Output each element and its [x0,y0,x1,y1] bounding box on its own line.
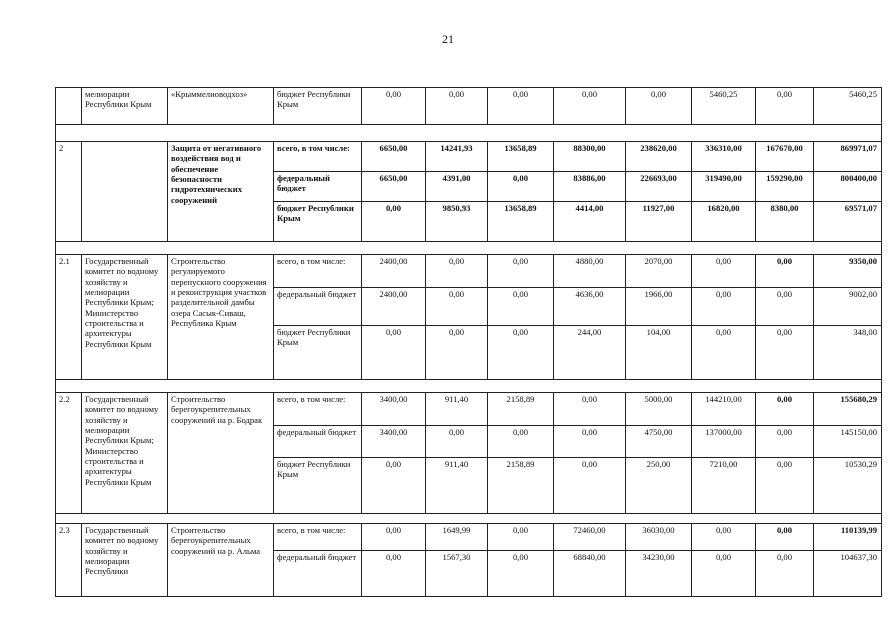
spacer-row [56,514,882,524]
value-cell: 250,00 [626,458,692,514]
value-cell: 36030,00 [626,524,692,551]
value-cell: 911,40 [426,458,488,514]
value-cell: 0,00 [756,326,814,380]
responsible-cell: Государственный комитет по водному хозяйству и мелиорации Республики Крым; Министерство строительства и архитектуры Республики Крым [82,393,168,514]
funding-source-cell: федеральный бюджет [274,551,362,597]
funding-source-cell: всего, в том числе: [274,393,362,426]
value-cell: 159290,00 [756,172,814,202]
value-cell: 0,00 [626,88,692,125]
value-cell: 0,00 [488,551,554,597]
funding-source-cell: федеральный бюджет [274,288,362,326]
task-cell: Строительство регулируемого перепускного сооружения и реконструкция участков разделительной дамбы озера Сасык-Сиваш, Республика Крым [168,255,274,380]
value-cell: 11927,00 [626,202,692,242]
total-cell: 348,00 [814,326,882,380]
task-cell: «Крыммелиоводхоз» [168,88,274,125]
value-cell: 0,00 [756,524,814,551]
value-cell: 4414,00 [554,202,626,242]
value-cell: 2400,00 [362,255,426,288]
value-cell: 13658,89 [488,202,554,242]
value-cell: 238620,00 [626,142,692,172]
total-cell: 869971,07 [814,142,882,172]
row-number: 2.3 [56,524,82,597]
funding-source-cell: всего, в том числе: [274,142,362,172]
total-cell: 104637,30 [814,551,882,597]
page-number: 21 [442,32,454,46]
table-row [56,142,882,172]
value-cell: 1567,30 [426,551,488,597]
value-cell: 2070,00 [626,255,692,288]
value-cell: 0,00 [756,255,814,288]
table-row [56,88,882,125]
funding-source-cell: бюджет Республики Крым [274,202,362,242]
value-cell: 0,00 [488,426,554,458]
value-cell: 88300,00 [554,142,626,172]
value-cell: 0,00 [426,326,488,380]
value-cell: 0,00 [488,326,554,380]
value-cell: 0,00 [692,551,756,597]
value-cell: 9850,93 [426,202,488,242]
value-cell: 0,00 [362,524,426,551]
value-cell: 0,00 [362,326,426,380]
table-row [56,524,882,551]
value-cell: 3400,00 [362,393,426,426]
spacer-row [56,380,882,393]
value-cell: 3400,00 [362,426,426,458]
value-cell: 0,00 [362,458,426,514]
spacer-row [56,125,882,142]
value-cell: 4750,00 [626,426,692,458]
value-cell: 0,00 [554,426,626,458]
value-cell: 0,00 [426,255,488,288]
row-number: 2.1 [56,255,82,380]
responsible-cell: Государственный комитет по водному хозяйству и мелиорации Республики [82,524,168,597]
total-cell: 155680,29 [814,393,882,426]
total-cell: 800400,00 [814,172,882,202]
value-cell: 4636,00 [554,288,626,326]
value-cell: 144210,00 [692,393,756,426]
total-cell: 9002,00 [814,288,882,326]
value-cell: 0,00 [756,426,814,458]
value-cell: 0,00 [362,202,426,242]
value-cell: 0,00 [554,88,626,125]
total-cell: 9350,00 [814,255,882,288]
funding-source-cell: бюджет Республики Крым [274,88,362,125]
value-cell: 4880,00 [554,255,626,288]
funding-source-cell: всего, в том числе: [274,524,362,551]
value-cell: 0,00 [554,393,626,426]
value-cell: 2158,89 [488,458,554,514]
value-cell: 5000,00 [626,393,692,426]
task-cell: Защита от негативного воздействия вод и обеспечение безопасности гидротехнических сооружений [168,142,274,242]
table-row [56,393,882,426]
total-cell: 145150,00 [814,426,882,458]
value-cell: 336310,00 [692,142,756,172]
total-cell: 110139,99 [814,524,882,551]
value-cell: 0,00 [756,551,814,597]
row-number [56,88,82,125]
value-cell: 0,00 [488,88,554,125]
responsible-cell [82,142,168,242]
value-cell: 2158,89 [488,393,554,426]
total-cell: 10530,29 [814,458,882,514]
task-cell: Строительство берегоукрепительных сооружений на р. Бодрак [168,393,274,514]
value-cell: 0,00 [488,172,554,202]
value-cell: 1649,99 [426,524,488,551]
value-cell: 16820,00 [692,202,756,242]
row-number: 2 [56,142,82,242]
budget-table [55,87,882,597]
total-cell: 5460,25 [814,88,882,125]
value-cell: 0,00 [756,458,814,514]
value-cell: 167670,00 [756,142,814,172]
value-cell: 0,00 [692,255,756,288]
task-cell: Строительство берегоукрепительных сооружений на р. Альма [168,524,274,597]
table-row [56,255,882,288]
funding-source-cell: федеральный бюджет [274,426,362,458]
value-cell: 0,00 [756,88,814,125]
value-cell: 0,00 [756,393,814,426]
value-cell: 0,00 [554,458,626,514]
funding-source-cell: федеральный бюджет [274,172,362,202]
value-cell: 0,00 [692,524,756,551]
value-cell: 8380,00 [756,202,814,242]
funding-source-cell: всего, в том числе: [274,255,362,288]
value-cell: 0,00 [756,288,814,326]
value-cell: 13658,89 [488,142,554,172]
value-cell: 0,00 [692,288,756,326]
value-cell: 0,00 [426,426,488,458]
value-cell: 68840,00 [554,551,626,597]
funding-source-cell: бюджет Республики Крым [274,326,362,380]
responsible-cell: мелиорации Республики Крым [82,88,168,125]
value-cell: 72460,00 [554,524,626,551]
value-cell: 5460,25 [692,88,756,125]
value-cell: 0,00 [426,88,488,125]
responsible-cell: Государственный комитет по водному хозяйству и мелиорации Республики Крым; Министерство строительства и архитектуры Республики Крым [82,255,168,380]
value-cell: 1966,00 [626,288,692,326]
value-cell: 104,00 [626,326,692,380]
value-cell: 83886,00 [554,172,626,202]
row-number: 2.2 [56,393,82,514]
value-cell: 0,00 [488,255,554,288]
value-cell: 6650,00 [362,172,426,202]
value-cell: 244,00 [554,326,626,380]
value-cell: 14241,93 [426,142,488,172]
value-cell: 911,40 [426,393,488,426]
value-cell: 0,00 [426,288,488,326]
value-cell: 319490,00 [692,172,756,202]
spacer-row [56,242,882,255]
value-cell: 2400,00 [362,288,426,326]
value-cell: 0,00 [362,88,426,125]
value-cell: 0,00 [488,288,554,326]
value-cell: 7210,00 [692,458,756,514]
value-cell: 137000,00 [692,426,756,458]
value-cell: 0,00 [362,551,426,597]
value-cell: 6650,00 [362,142,426,172]
value-cell: 226693,00 [626,172,692,202]
total-cell: 69571,07 [814,202,882,242]
value-cell: 0,00 [692,326,756,380]
value-cell: 34230,00 [626,551,692,597]
funding-source-cell: бюджет Республики Крым [274,458,362,514]
value-cell: 4391,00 [426,172,488,202]
value-cell: 0,00 [488,524,554,551]
